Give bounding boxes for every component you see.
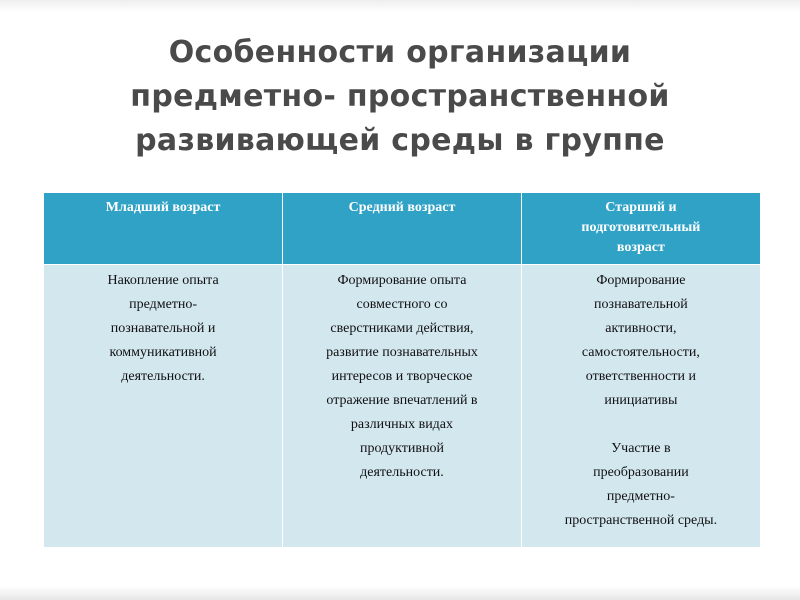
cell-line: предметно-: [129, 296, 198, 312]
header-junior-age-label: Младший возраст: [105, 200, 221, 215]
cell-senior-age: [521, 264, 760, 547]
header-senior-age: [521, 193, 760, 264]
slide-top-decoration: [0, 0, 800, 12]
cell-line: сверстниками действия,: [330, 320, 474, 336]
cell-line: Накопление опыта: [107, 272, 219, 288]
cell-line: инициативы: [604, 392, 678, 408]
cell-line: деятельности.: [121, 368, 205, 384]
cell-line: интересов и творческое: [331, 368, 473, 384]
age-groups-table: [44, 193, 760, 547]
cell-line: преобразовании: [593, 464, 689, 480]
cell-line: самостоятельности,: [581, 344, 700, 360]
title-line: предметно- пространственной: [130, 79, 670, 114]
cell-middle-age: [283, 264, 522, 547]
age-groups-table-container: [44, 193, 760, 547]
header-senior-age-label-line: возраст: [616, 240, 665, 255]
title-line: развивающей среды в группе: [135, 123, 665, 158]
table-row: [44, 264, 760, 547]
header-senior-age-label-line: подготовительный: [581, 220, 701, 235]
cell-line: пространственной среды.: [564, 512, 718, 528]
cell-line: предметно-: [606, 488, 675, 504]
cell-line: Формирование опыта: [337, 272, 467, 288]
cell-line: Участие в: [611, 440, 671, 456]
cell-line: развитие познавательных: [326, 344, 478, 360]
cell-line: коммуникативной: [109, 344, 217, 360]
header-middle-age: [283, 193, 522, 264]
cell-line: совместного со: [356, 296, 448, 312]
cell-line: продуктивной: [359, 440, 444, 456]
slide-bottom-decoration: [0, 586, 800, 600]
cell-line: Формирование: [596, 272, 686, 288]
header-senior-age-label-line: Старший и: [605, 200, 677, 215]
header-middle-age-label: Средний возраст: [348, 200, 456, 215]
cell-line: ответственности и: [585, 368, 696, 384]
cell-line: познавательной и: [110, 320, 216, 336]
cell-line: различных видах: [350, 416, 454, 432]
cell-junior-age: [44, 264, 283, 547]
cell-line: активности,: [605, 320, 677, 336]
header-junior-age: [44, 193, 283, 264]
cell-line: деятельности.: [360, 464, 444, 480]
slide-title: [40, 31, 760, 163]
paragraph-spacer: [528, 413, 754, 437]
table-header-row: [44, 193, 760, 264]
cell-line: познавательной: [594, 296, 688, 312]
title-line: Особенности организации: [168, 35, 632, 70]
cell-line: отражение впечатлений в: [326, 392, 478, 408]
